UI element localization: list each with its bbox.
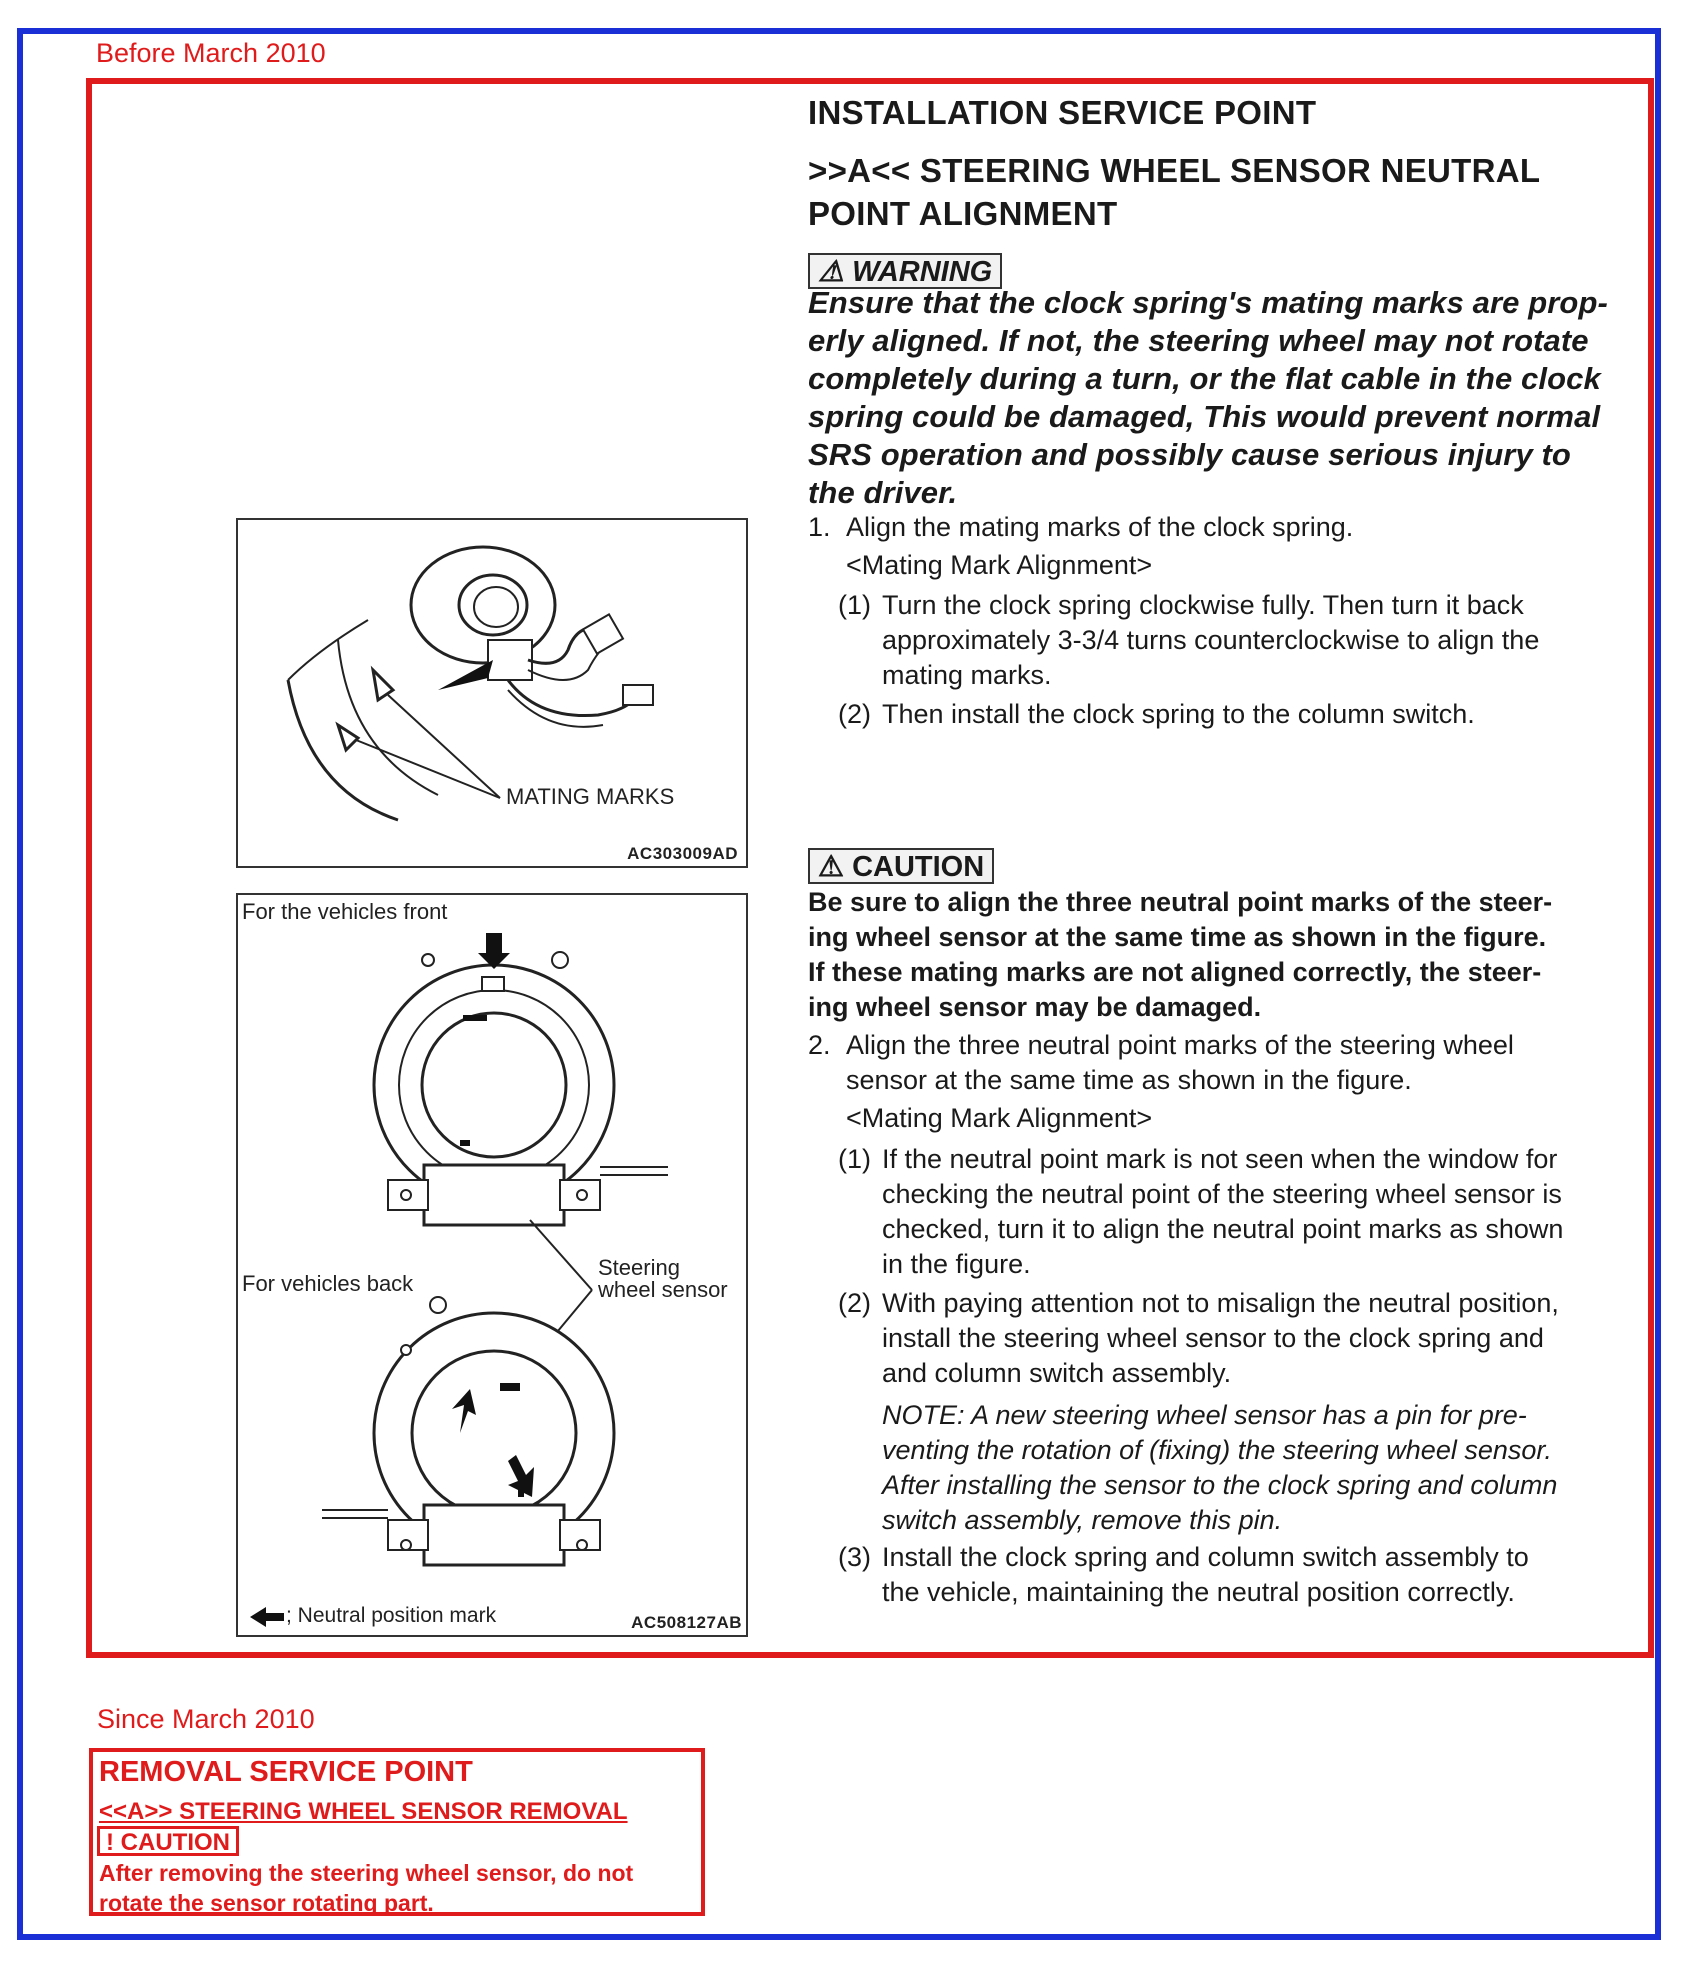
- removal-caution-text: [99, 1858, 633, 1918]
- item-number: (3): [838, 1542, 871, 1572]
- back-label: For vehicles back: [242, 1271, 414, 1296]
- item-line: and column switch assembly.: [882, 1358, 1232, 1388]
- note-line: venting the rotation of (fixing) the steering wheel sensor.: [882, 1435, 1552, 1465]
- step-text: sensor at the same time as shown in the figure.: [846, 1065, 1412, 1095]
- step-subheading: <Mating Mark Alignment>: [846, 1103, 1153, 1133]
- neutral-mark-arrow-icon: [250, 1607, 284, 1627]
- caution-text: [808, 885, 1638, 1025]
- removal-title: REMOVAL SERVICE POINT: [99, 1756, 473, 1788]
- sensor-illustration: [238, 895, 746, 1635]
- step-text: Align the mating marks of the clock spring.: [846, 512, 1354, 542]
- sensor-label-line: wheel sensor: [598, 1277, 728, 1302]
- step-subheading: <Mating Mark Alignment>: [846, 550, 1153, 580]
- step-2-item-3: [838, 1540, 1658, 1610]
- step-text: Align the three neutral point marks of the steering wheel: [846, 1030, 1514, 1060]
- item-line: mating marks.: [882, 660, 1052, 690]
- item-line: checking the neutral point of the steering wheel sensor is: [882, 1179, 1562, 1209]
- item-line: in the figure.: [882, 1249, 1031, 1279]
- item-line: With paying attention not to misalign the neutral position,: [882, 1288, 1559, 1318]
- sensor-front-view: [374, 933, 668, 1225]
- step-2-item-2: [838, 1286, 1658, 1391]
- mating-marks-label: MATING MARKS: [506, 784, 675, 809]
- item-number: (2): [838, 699, 871, 729]
- item-line: the vehicle, maintaining the neutral position correctly.: [882, 1577, 1515, 1607]
- step-1: [808, 510, 1638, 583]
- step-2: [808, 1028, 1638, 1136]
- removal-caution-badge: ! CAUTION: [97, 1826, 239, 1856]
- front-label: For the vehicles front: [242, 899, 448, 924]
- sensor-label-line: Steering: [598, 1255, 680, 1280]
- step-2-item-1: [838, 1142, 1658, 1282]
- figure-code: AC508127AB: [631, 1613, 742, 1632]
- step-number: 1.: [808, 512, 831, 542]
- item-line: install the steering wheel sensor to the clock spring and: [882, 1323, 1544, 1353]
- removal-line: After removing the steering wheel sensor, do not: [99, 1860, 634, 1886]
- caution-line: ing wheel sensor may be damaged.: [808, 992, 1262, 1022]
- warning-line: Ensure that the clock spring's mating marks are prop-: [808, 285, 1608, 320]
- caution-line: Be sure to align the three neutral point marks of the steer-: [808, 887, 1553, 917]
- step-1-item-2: [838, 697, 1638, 732]
- item-line: approximately 3-3/4 turns counterclockwise to align the: [882, 625, 1540, 655]
- legend-text: ; Neutral position mark: [286, 1604, 497, 1627]
- caution-line: ing wheel sensor at the same time as shown in the figure.: [808, 922, 1547, 952]
- warning-triangle-icon: ⚠: [818, 256, 844, 288]
- warning-line: completely during a turn, or the flat cable in the clock: [808, 361, 1601, 396]
- section-subtitle-line1: >>A<< STEERING WHEEL SENSOR NEUTRAL: [808, 152, 1541, 189]
- caution-badge: [808, 848, 994, 884]
- note-line: switch assembly, remove this pin.: [882, 1505, 1283, 1535]
- item-line: If the neutral point mark is not seen when the window for: [882, 1144, 1558, 1174]
- figure-code: AC303009AD: [627, 844, 738, 863]
- warning-line: SRS operation and possibly cause serious injury to: [808, 437, 1571, 472]
- removal-section: [89, 1748, 705, 1916]
- sensor-back-view: [322, 1297, 614, 1565]
- step-number: 2.: [808, 1030, 831, 1060]
- caution-triangle-icon: ⚠: [818, 851, 844, 883]
- warning-badge-text: WARNING: [852, 256, 993, 288]
- item-line: Then install the clock spring to the column switch.: [882, 699, 1475, 729]
- before-label: Before March 2010: [96, 38, 326, 68]
- warning-text: [808, 284, 1638, 512]
- item-line: Turn the clock spring clockwise fully. Then turn it back: [882, 590, 1524, 620]
- figure-mating-marks: [236, 518, 748, 868]
- removal-subtitle: <<A>> STEERING WHEEL SENSOR REMOVAL: [99, 1798, 628, 1825]
- removal-line: rotate the sensor rotating part.: [99, 1890, 434, 1916]
- item-line: Install the clock spring and column switch assembly to: [882, 1542, 1529, 1572]
- clock-spring-illustration: [238, 520, 746, 866]
- item-line: checked, turn it to align the neutral point marks as shown: [882, 1214, 1564, 1244]
- caution-line: If these mating marks are not aligned correctly, the steer-: [808, 957, 1542, 987]
- step-1-item-1: [838, 588, 1638, 693]
- caution-badge-text: CAUTION: [852, 851, 985, 883]
- figure-sensor-alignment: [236, 893, 748, 1637]
- note-line: After installing the sensor to the clock spring and column: [882, 1470, 1558, 1500]
- warning-line: spring could be damaged, This would prevent normal: [808, 399, 1601, 434]
- item-number: (1): [838, 1144, 871, 1174]
- note-line: NOTE: A new steering wheel sensor has a pin for pre-: [882, 1400, 1527, 1430]
- item-number: (2): [838, 1288, 871, 1318]
- note: [882, 1398, 1662, 1538]
- page-title: INSTALLATION SERVICE POINT: [808, 94, 1317, 131]
- warning-line: erly aligned. If not, the steering wheel may not rotate: [808, 323, 1589, 358]
- since-label: Since March 2010: [97, 1704, 315, 1734]
- section-subtitle-line2: POINT ALIGNMENT: [808, 195, 1118, 232]
- item-number: (1): [838, 590, 871, 620]
- warning-line: the driver.: [808, 475, 958, 510]
